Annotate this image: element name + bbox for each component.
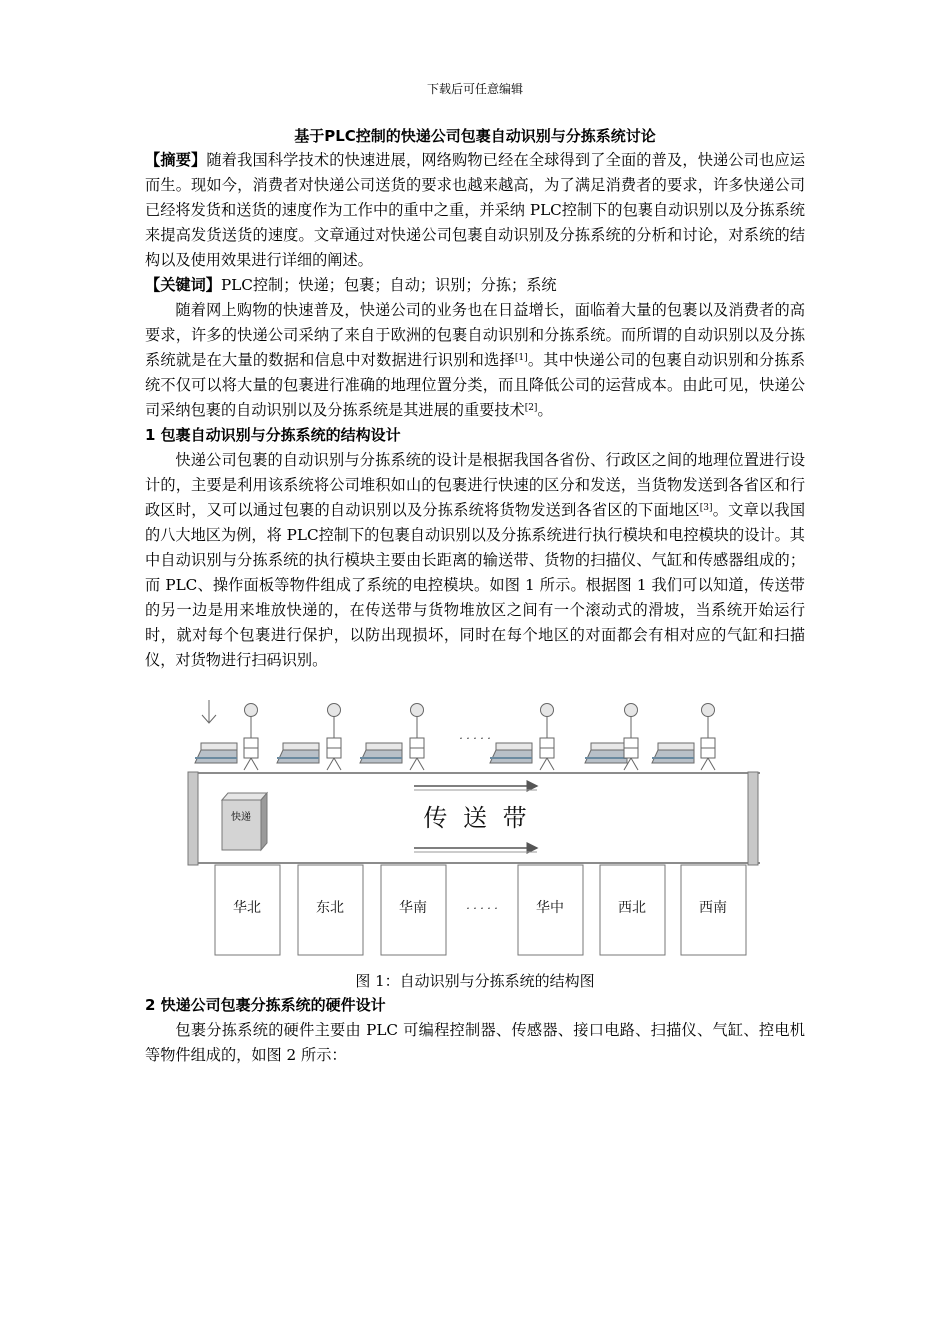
section-2 <box>145 993 805 1068</box>
figure-1-caption: 图 1：自动识别与分拣系统的结构图 <box>355 972 595 990</box>
cylinder-icon <box>360 743 402 763</box>
section-2-paragraph: 包裹分拣系统的硬件主要由 PLC 可编程控制器、传感器、接口电路、扫描仪、气缸、控电机等物件组成的，如图 2 所示： <box>145 1021 805 1064</box>
section-1-heading: 1 包裹自动识别与分拣系统的结构设计 <box>145 426 401 444</box>
section-1-text-2: 。文章以我国的八大地区为例，将 PLC控制下的包裹自动识别以及分拣系统进行执行模块和电控模块的设计。其中自动识别与分拣系统的执行模块主要由长距离的输送带、货物的扫描仪、气缸和传感器组成的；而 PLC、操作面板等物件组成了系统的电控模块。如图 1 所示。根据图 1 我们可以知道，传送带的另一边是用来堆放快递的，在传送带与货物堆放区之间有一个滚动式的滑坡，当系统开始运行时，就对每个包裹进行保护，以防出现损坏，同时在每个地区的对面都会有相对应的气缸和扫描仪，对货物进行扫码识别。 <box>145 501 806 669</box>
keywords <box>145 273 805 298</box>
abstract-text: 随着我国科学技术的快速进展，网络购物已经在全球得到了全面的普及，快递公司也应运而生。现如今，消费者对快递公司送货的要求也越来越高，为了满足消费者的要求，许多快递公司已经将发货和送货的速度作为工作中的重中之重，并采纳 PLC控制下的包裹自动识别以及分拣系统来提高发货送货的速度。文章通过对快递公司包裹自动识别及分拣系统的分析和讨论，对系统的结构以及使用效果进行详细的阐述。 <box>145 151 806 269</box>
region-label: 华北 <box>233 900 261 916</box>
scanner-icon <box>701 704 715 771</box>
region-label: 西北 <box>618 900 646 916</box>
region-bin-4 <box>466 902 497 915</box>
keywords-label: 【关键词】 <box>145 276 221 294</box>
region-label: · · · · · <box>466 902 498 915</box>
region-label: 华中 <box>536 900 564 916</box>
citation-2: [2] <box>524 403 538 413</box>
page-header: 下载后可任意编辑 <box>426 82 523 96</box>
cylinder-icon <box>195 743 237 763</box>
structure-diagram <box>185 698 770 960</box>
package-label: 快递 <box>231 812 251 823</box>
scanner-icon <box>244 704 258 771</box>
region-label: 西南 <box>699 900 727 916</box>
article-body <box>145 126 805 673</box>
cylinder-icon <box>585 743 627 763</box>
citation-1: [1] <box>514 353 528 363</box>
package-box-icon <box>222 793 267 850</box>
figure-1 <box>185 698 770 960</box>
keywords-text: PLC控制；快递；包裹；自动；识别；分拣；系统 <box>220 276 557 294</box>
intro-paragraph <box>145 298 805 423</box>
region-bin-3 <box>381 865 446 955</box>
scanner-icon <box>327 704 341 771</box>
region-bin-2 <box>298 865 363 955</box>
region-bin-6 <box>600 865 665 955</box>
region-bin-7 <box>681 865 746 955</box>
section-1-text-1: 快递公司包裹的自动识别与分拣系统的设计是根据我国各省份、行政区之间的地理位置进行设计的，主要是利用该系统将公司堆积如山的包裹进行快速的区分和发送，当货物发送到各省区和行政区时，又可以通过包裹的自动识别以及分拣系统将货物发送到各省区的下面地区 <box>145 451 805 519</box>
abstract <box>145 148 805 273</box>
section-2-heading: 2 快递公司包裹分拣系统的硬件设计 <box>145 996 386 1014</box>
belt-label: 传 送 带 <box>423 804 531 832</box>
scanner-icon <box>410 704 424 771</box>
input-arrow-icon <box>202 700 216 723</box>
region-bin-5 <box>518 865 583 955</box>
cylinder-icon <box>277 743 319 763</box>
cylinder-icon <box>490 743 532 763</box>
section-1-paragraph <box>145 448 805 673</box>
article-title: 基于PLC控制的快递公司包裹自动识别与分拣系统讨论 <box>294 127 656 145</box>
region-label: 华南 <box>399 900 427 916</box>
abstract-label: 【摘要】 <box>145 151 207 169</box>
intro-text-2: 。其中快递公司的包裹自动识别和分拣系统不仅可以将大量的包裹进行准确的地理位置分类，而且降低公司的运营成本。由此可见，快递公司采纳包裹的自动识别以及分拣系统是其进展的重要技术 <box>145 351 806 419</box>
intro-text-3: 。 <box>537 401 553 419</box>
region-label: 东北 <box>316 900 344 916</box>
station-ellipsis: · · · · · <box>459 732 491 745</box>
cylinder-icon <box>652 743 694 763</box>
intro-text-1: 随着网上购物的快速普及，快递公司的业务也在日益增长，面临着大量的包裹以及消费者的高要求，许多的快递公司采纳了来自于欧洲的包裹自动识别和分拣系统。而所谓的自动识别以及分拣系统就是在大量的数据和信息中对数据进行识别和选择 <box>145 301 805 369</box>
scanner-icon <box>540 704 554 771</box>
region-bin-1 <box>215 865 280 955</box>
citation-3: [3] <box>699 503 713 513</box>
